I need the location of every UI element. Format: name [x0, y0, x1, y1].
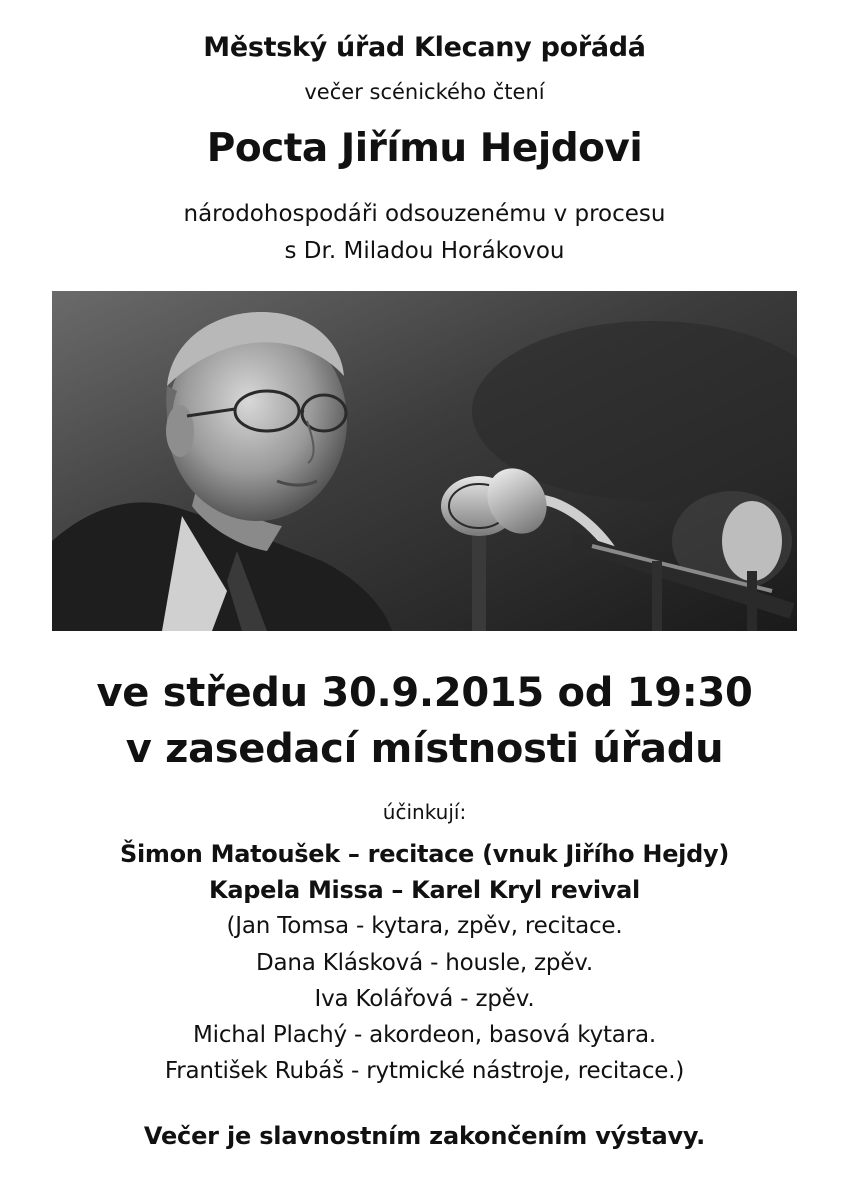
closing-statement: Večer je slavnostním zakončením výstavy.: [143, 1122, 706, 1150]
performer-line: Michal Plachý - akordeon, basová kytara.: [193, 1022, 656, 1048]
organizer-heading: Městský úřad Klecany pořádá: [203, 32, 646, 63]
performer-line: Iva Kolářová - zpěv.: [314, 986, 535, 1012]
description-line-2: s Dr. Miladou Horákovou: [284, 238, 565, 264]
performer-line: Dana Klásková - housle, zpěv.: [255, 950, 594, 976]
performer-line: Šimon Matoušek – recitace (vnuk Jiřího Hejdy): [119, 840, 730, 868]
performer-line: (Jan Tomsa - kytara, zpěv, recitace.: [226, 913, 623, 939]
event-date: ve středu 30.9.2015 od 19:30: [96, 670, 753, 716]
event-place: v zasedací místnosti úřadu: [125, 726, 724, 772]
event-subtitle: večer scénického čtení: [304, 80, 545, 104]
portrait-photo-illustration: [52, 291, 797, 631]
description-line-1: národohospodáři odsouzenému v procesu: [183, 201, 666, 227]
performer-line: František Rubáš - rytmické nástroje, recitace.): [164, 1058, 685, 1084]
event-title: Pocta Jiřímu Hejdovi: [206, 126, 643, 171]
portrait-photo: [52, 291, 797, 631]
performers-label: účinkují:: [382, 800, 467, 824]
performer-line: Kapela Missa – Karel Kryl revival: [209, 876, 640, 904]
